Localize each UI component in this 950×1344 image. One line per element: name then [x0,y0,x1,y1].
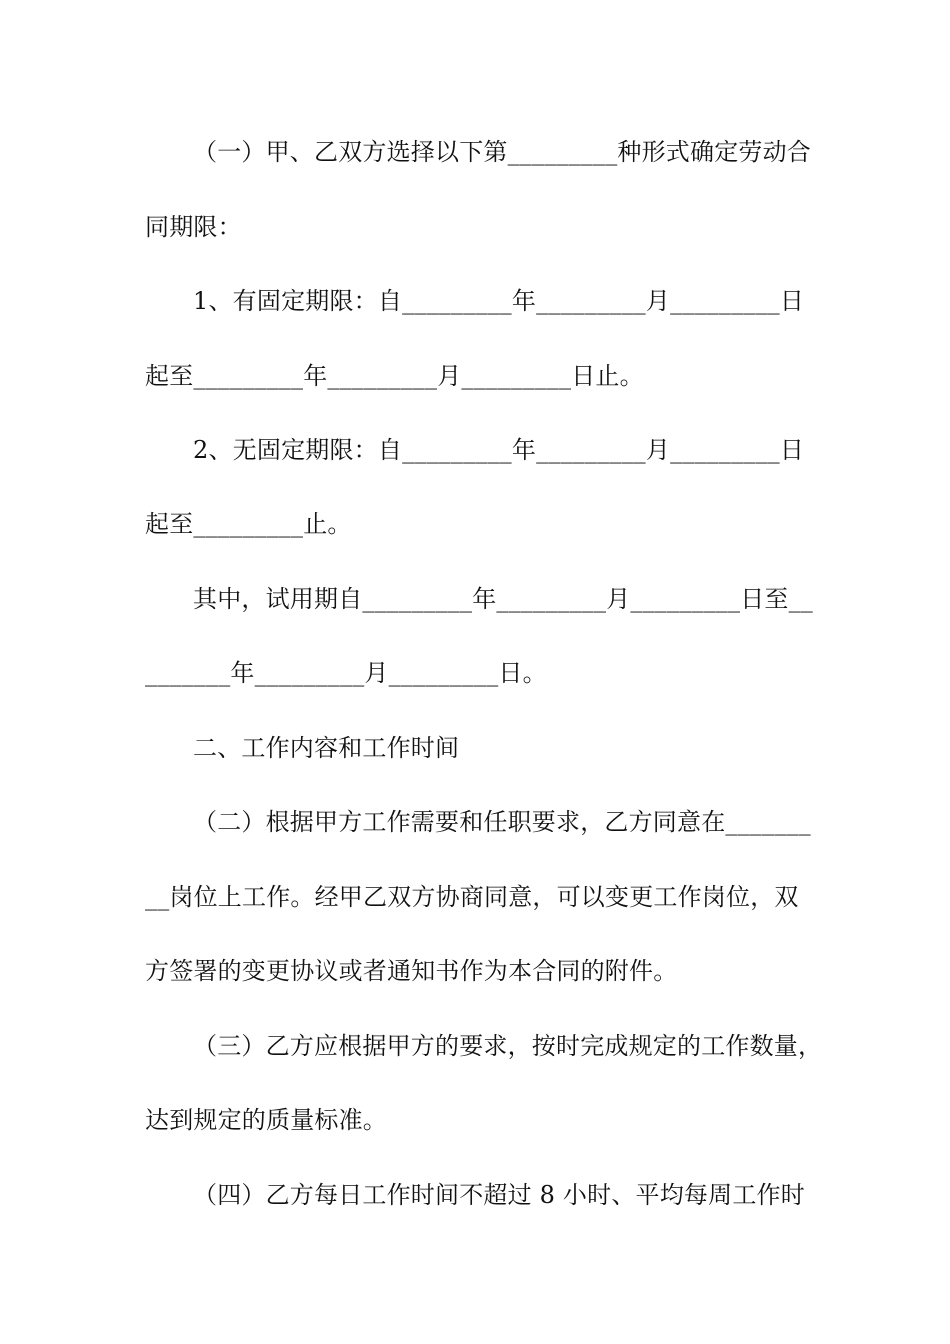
paragraph-workload-cont: 达到规定的质量标准。 [145,1106,387,1134]
paragraph-position-cont-2: 方签署的变更协议或者通知书作为本合同的附件。 [145,957,678,985]
paragraph-fixed-term-cont: 起至_________年_________月_________日止。 [145,362,644,390]
paragraph-term-selection: （一）甲、乙双方选择以下第_________种形式确定劳动合 [193,138,811,166]
section-heading-work: 二、工作内容和工作时间 [193,734,460,762]
paragraph-workload: （三）乙方应根据甲方的要求，按时完成规定的工作数量， [193,1032,823,1060]
paragraph-working-hours: （四）乙方每日工作时间不超过 8 小时、平均每周工作时 [193,1181,805,1209]
paragraph-position-cont-1: __岗位上工作。经甲乙双方协商同意，可以变更工作岗位，双 [145,883,799,911]
paragraph-probation: 其中，试用期自_________年_________月_________日至__ [193,585,813,613]
paragraph-open-term: 2、无固定期限：自_________年_________月_________日 [193,436,805,464]
paragraph-fixed-term: 1、有固定期限：自_________年_________月_________日 [193,287,805,315]
paragraph-term-selection-cont: 同期限： [145,213,242,241]
paragraph-probation-cont: _______年_________月_________日。 [145,659,547,687]
paragraph-position: （二）根据甲方工作需要和任职要求，乙方同意在_______ [193,808,811,836]
paragraph-open-term-cont: 起至_________止。 [145,510,352,538]
